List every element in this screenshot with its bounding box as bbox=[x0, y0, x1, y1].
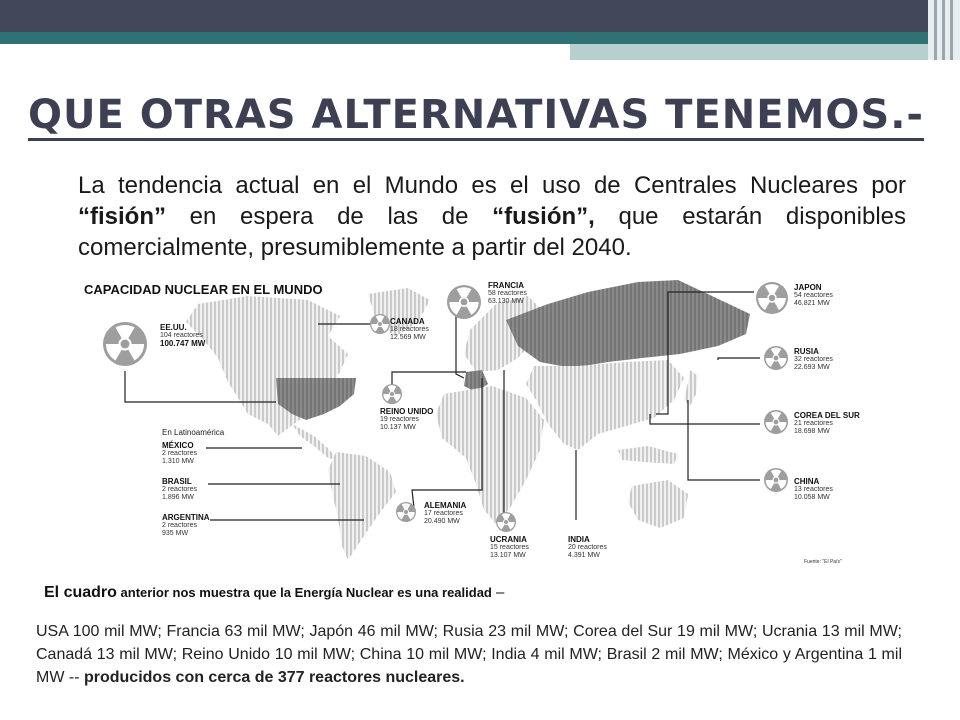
header-light-strip bbox=[570, 44, 928, 60]
radiation-icon bbox=[763, 467, 788, 492]
country-label-corea-del-sur: COREA DEL SUR 21 reactores 18.698 MW bbox=[794, 411, 860, 435]
radiation-icon bbox=[381, 383, 402, 404]
intro-text-3: que estarán disponibles comercialmente, presumiblemente a partir del 2040. bbox=[78, 203, 906, 261]
country-label-ucrania: UCRANIA 15 reactores 13.107 MW bbox=[490, 535, 529, 559]
summary-lead: El cuadro bbox=[44, 584, 117, 601]
summary-text: anterior nos muestra que la Energía Nuclear es una realidad bbox=[116, 585, 492, 600]
header-bar bbox=[0, 0, 928, 32]
country-label-india: INDIA 20 reactores 4.391 MW bbox=[568, 535, 607, 559]
capacity-figures bbox=[36, 620, 902, 689]
country-label-francia: FRANCIA 58 reactores 63.130 MW bbox=[488, 281, 527, 305]
radiation-icon bbox=[101, 319, 147, 366]
intro-text-2: en espera de las de bbox=[166, 203, 493, 230]
figures-bold: producidos con cerca de 377 reactores nucleares. bbox=[83, 669, 465, 686]
figures-text: USA 100 mil MW; Francia 63 mil MW; Japón 46 mil MW; Rusia 23 mil MW; Corea del Sur 19 mil MW; Ucrania 13 mil MW; Canadá 13 mil MW; Reino Unido 10 mil MW; China 10 mil MW; India 4 mil MW; Brasil 2 mil MW; México y Argentina 1 mil MW -- bbox=[36, 623, 902, 686]
summary-dash: – bbox=[491, 584, 505, 601]
radiation-icon bbox=[755, 280, 788, 314]
country-label-usa: EE.UU. 104 reactores 100.747 MW bbox=[160, 323, 206, 348]
header-corner-lines bbox=[928, 0, 960, 60]
intro-fusion: “fusión”, bbox=[492, 203, 595, 230]
radiation-icon bbox=[763, 409, 788, 434]
radiation-icon bbox=[446, 283, 481, 319]
country-label-reino-unido: REINO UNIDO 19 reactores 10.137 MW bbox=[380, 407, 434, 431]
slide-title: QUE OTRAS ALTERNATIVAS TENEMOS.- bbox=[28, 92, 924, 141]
country-label-rusia: RUSIA 32 reactores 22.693 MW bbox=[794, 347, 833, 371]
country-label-brasil: BRASIL 2 reactores 1.896 MW bbox=[162, 477, 198, 501]
header-accent-strip bbox=[0, 32, 928, 44]
country-label-mexico: MÉXICO 2 reactores 1.310 MW bbox=[162, 441, 198, 465]
radiation-icon bbox=[763, 345, 788, 370]
summary-line bbox=[44, 584, 504, 602]
intro-fision: “fisión” bbox=[78, 203, 166, 230]
country-label-japon: JAPON 54 reactores 46.821 MW bbox=[794, 283, 833, 307]
latam-label: En Latinoamérica bbox=[162, 428, 225, 437]
country-label-canada: CANADA 18 reactores 12.569 MW bbox=[390, 317, 429, 341]
intro-paragraph bbox=[78, 170, 906, 263]
country-label-alemania: ALEMANIA 17 reactores 20.490 MW bbox=[424, 501, 467, 525]
intro-text-1: La tendencia actual en el Mundo es el uso de Centrales Nucleares por bbox=[78, 172, 906, 199]
country-label-argentina: ARGENTINA 2 reactores 935 MW bbox=[162, 513, 210, 537]
map-title: CAPACIDAD NUCLEAR EN EL MUNDO bbox=[84, 282, 323, 297]
world-nuclear-map bbox=[78, 274, 860, 572]
radiation-icon bbox=[395, 501, 416, 522]
map-source: Fuente: "El País" bbox=[804, 559, 842, 565]
country-label-china: CHINA 13 reactores 10.058 MW bbox=[794, 477, 833, 501]
